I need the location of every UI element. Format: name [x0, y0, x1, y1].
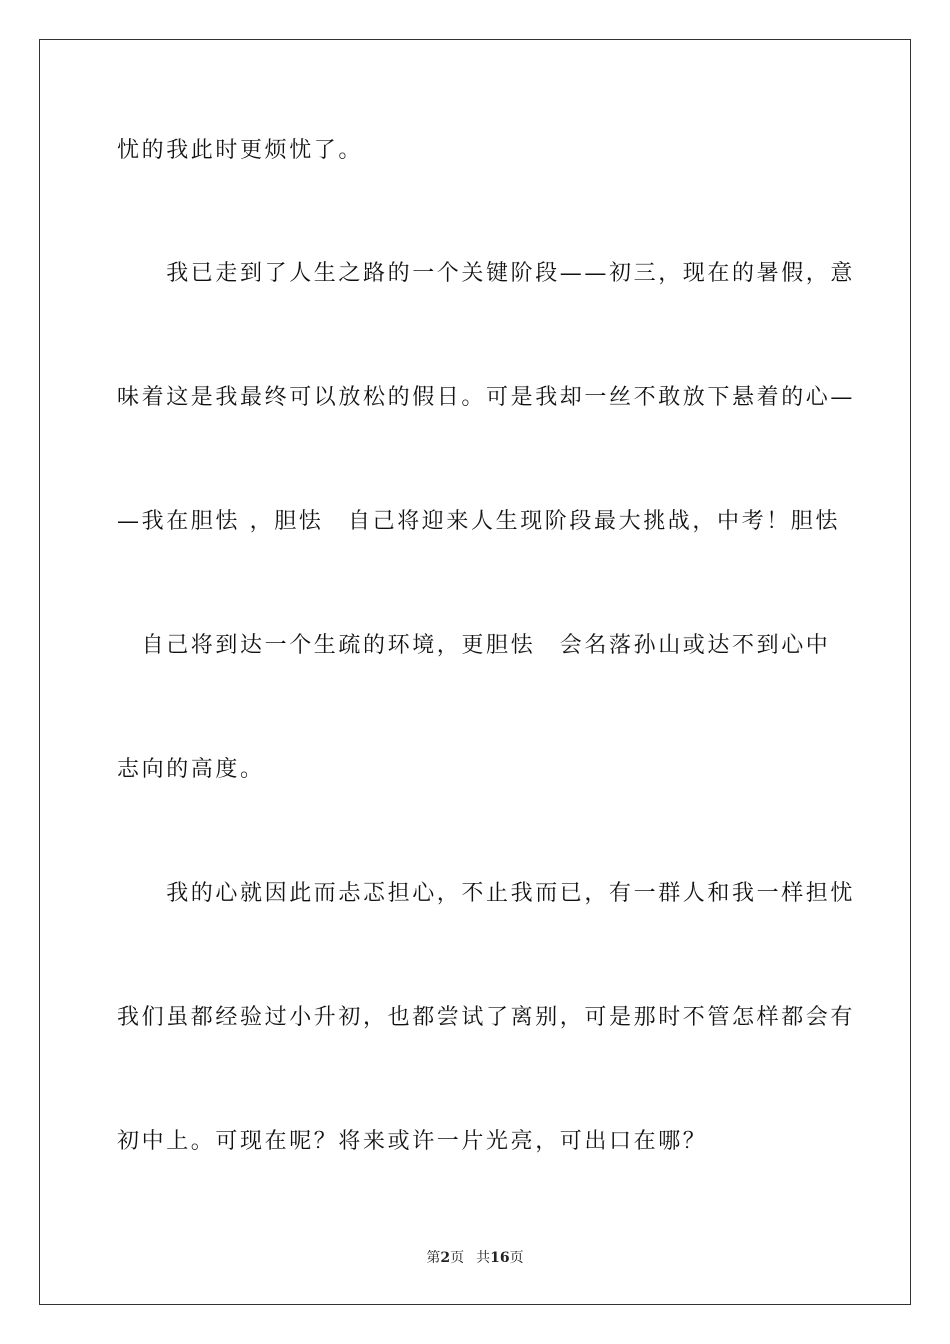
total-prefix: 共: [476, 1250, 491, 1266]
body-line-7: 我的心就因此而忐忑担心，不止我而已，有一群人和我一样担忧: [117, 881, 856, 906]
page-suffix: 页: [450, 1250, 465, 1266]
page-prefix: 第: [426, 1250, 441, 1266]
page-frame: [39, 39, 911, 1305]
body-line-4: —我在胆怯 ，胆怯 自己将迎来人生现阶段最大挑战，中考！胆怯: [117, 509, 840, 534]
body-line-6: 志向的高度。: [117, 757, 265, 782]
body-line-5: 自己将到达一个生疏的环境，更胆怯 会名落孙山或达不到心中: [117, 633, 831, 658]
page-footer: [0, 1248, 950, 1268]
total-pages-number: 16: [490, 1250, 510, 1266]
body-line-2: 我已走到了人生之路的一个关键阶段——初三，现在的暑假，意: [117, 261, 856, 286]
body-line-1: 忧的我此时更烦忧了。: [117, 138, 364, 163]
body-line-8: 我们虽都经验过小升初，也都尝试了离别，可是那时不管怎样都会有: [117, 1005, 856, 1030]
body-line-9: 初中上。可现在呢？将来或许一片光亮，可出口在哪？: [117, 1129, 708, 1154]
current-page-number: 2: [440, 1250, 451, 1266]
body-line-3: 味着这是我最终可以放松的假日。可是我却一丝不敢放下悬着的心—: [117, 385, 856, 410]
total-suffix: 页: [509, 1250, 524, 1266]
